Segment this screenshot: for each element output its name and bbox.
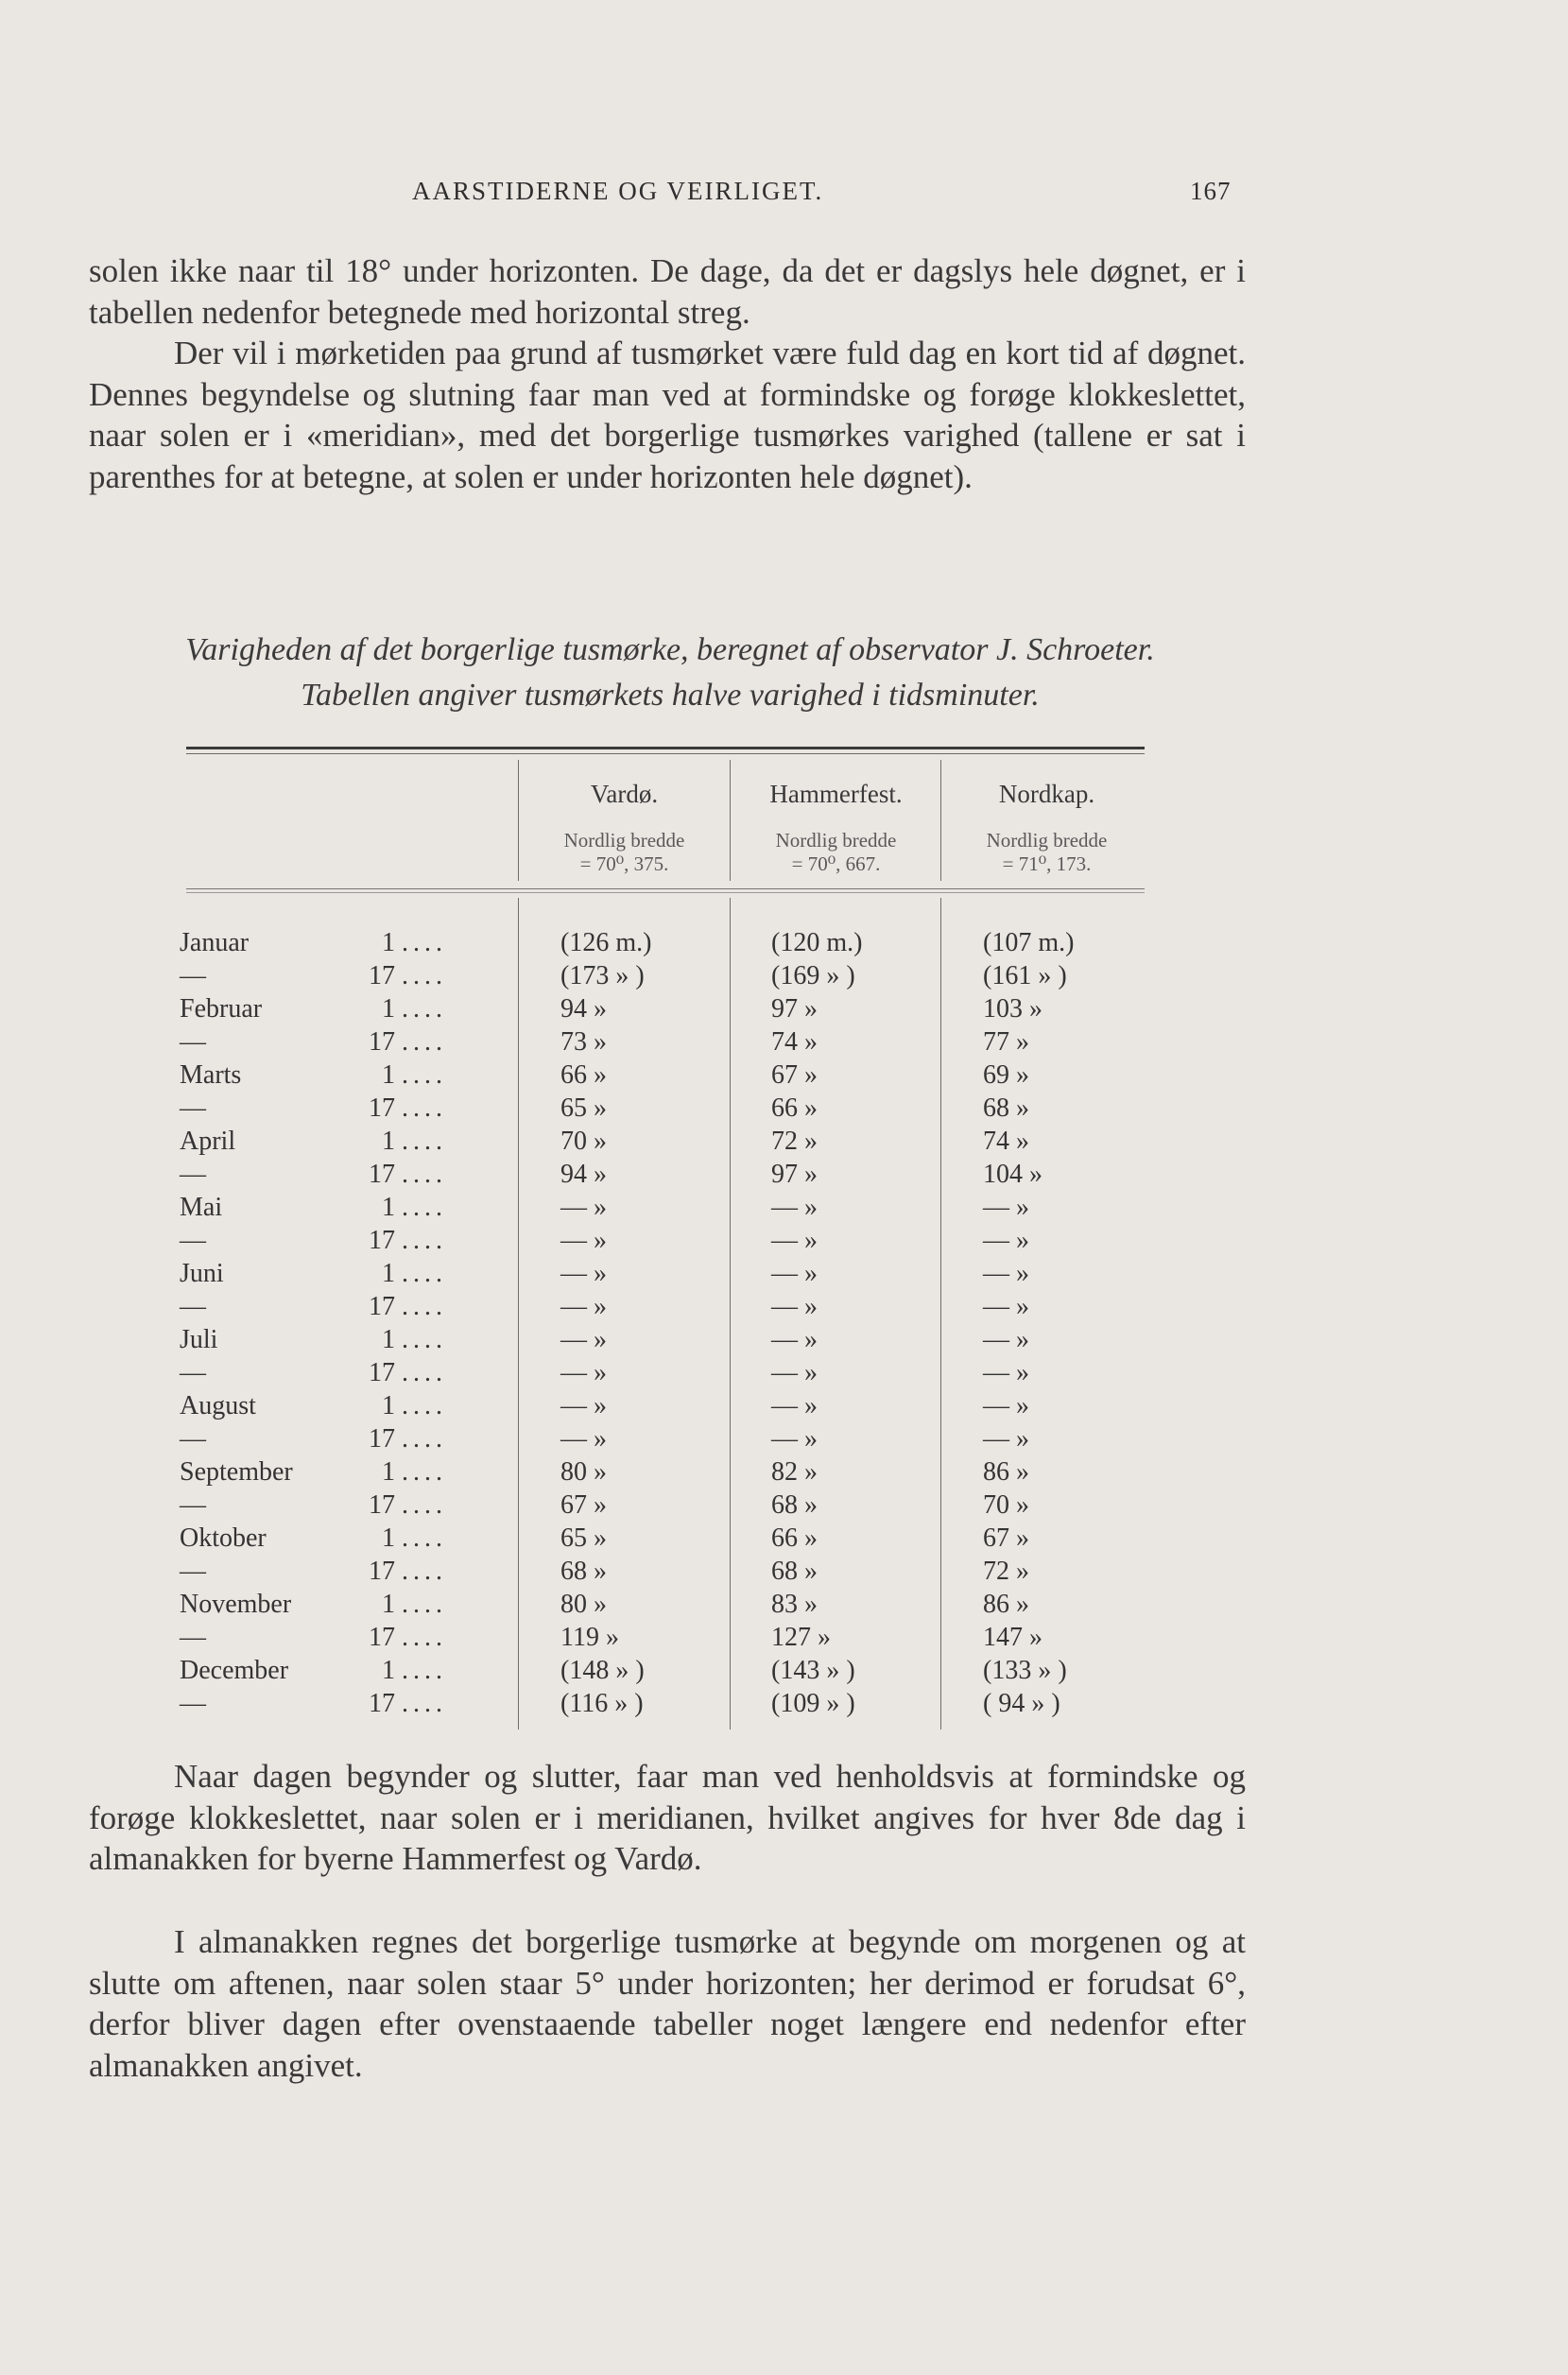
table-row — [0, 1226, 1568, 1259]
month-label: August — [180, 1391, 256, 1420]
cell-nordkap: 74 » — [983, 1127, 1029, 1156]
leader-dots: .... — [402, 1623, 447, 1652]
paragraph: Der vil i mørketiden paa grund af tusmørket være fuld dag en kort tid af døgnet. Dennes begyndelse og slutning faar man ved at formindske og forøge klokkeslettet, naar solen er i «meridian», med det borgerlige tusmørkes varighed (tallene er sat i parenthes for at betegne, at solen er under horizonten hele døgnet). — [89, 335, 1246, 495]
leader-dots: .... — [402, 1226, 447, 1255]
day-label: 1 — [382, 1391, 395, 1420]
day-label: 17 — [369, 1093, 395, 1123]
day-label: 1 — [382, 1523, 395, 1553]
cell-nordkap: (107 m.) — [983, 928, 1075, 957]
leader-dots: .... — [402, 1027, 447, 1057]
table-row — [0, 1325, 1568, 1358]
day-label: 17 — [369, 1557, 395, 1586]
column-header-vardo — [518, 780, 731, 876]
column-latitude-value: = 71⁰, 173. — [1002, 852, 1092, 875]
day-label: 1 — [382, 994, 395, 1024]
day-label: 1 — [382, 1060, 395, 1090]
cell-nordkap: — » — [983, 1292, 1029, 1321]
month-label: Juli — [180, 1325, 218, 1354]
cell-vardo: 80 » — [560, 1457, 607, 1487]
leader-dots: .... — [402, 1325, 447, 1354]
cell-hammerfest: — » — [771, 1226, 818, 1255]
cell-nordkap: — » — [983, 1391, 1029, 1420]
table-row — [0, 1060, 1568, 1093]
cell-hammerfest: 97 » — [771, 994, 818, 1024]
cell-nordkap: (133 » ) — [983, 1656, 1067, 1685]
day-label: 1 — [382, 1193, 395, 1222]
cell-nordkap: 72 » — [983, 1557, 1029, 1586]
leader-dots: .... — [402, 1391, 447, 1420]
cell-hammerfest: 68 » — [771, 1557, 818, 1586]
cell-hammerfest: (109 » ) — [771, 1689, 855, 1718]
leader-dots: .... — [402, 1424, 447, 1454]
cell-vardo: (173 » ) — [560, 961, 645, 990]
leader-dots: .... — [402, 1358, 447, 1387]
day-label: 17 — [369, 1689, 395, 1718]
table-row — [0, 1689, 1568, 1722]
month-label: — — [180, 1490, 206, 1520]
table-row — [0, 1590, 1568, 1623]
paragraph: solen ikke naar til 18° under horizonten. De dage, da det er dagslys hele døgnet, er i tabellen nedenfor betegnede med horizontal streg. — [89, 252, 1246, 331]
cell-hammerfest: 127 » — [771, 1623, 831, 1652]
month-label: — — [180, 1160, 206, 1189]
month-label: — — [180, 1292, 206, 1321]
column-header-nordkap — [940, 780, 1153, 876]
day-label: 1 — [382, 1656, 395, 1685]
table-top-rule — [186, 747, 1145, 749]
column-latitude-label: Nordlig bredde — [986, 829, 1108, 852]
month-label: Marts — [180, 1060, 242, 1090]
paragraph: I almanakken regnes det borgerlige tusmørke at begynde om morgenen og at slutte om aftenen, naar solen staar 5° under horizonten; her derimod er forudsat 6°, derfor bliver dagen efter ovenstaaende tabeller noget længere end nedenfor efter almanakken angivet. — [89, 1923, 1246, 2084]
table-row — [0, 994, 1568, 1027]
table-header-rule — [186, 888, 1145, 889]
leader-dots: .... — [402, 1127, 447, 1156]
cell-hammerfest: — » — [771, 1325, 818, 1354]
day-label: 1 — [382, 1457, 395, 1487]
leader-dots: .... — [402, 1557, 447, 1586]
cell-vardo: 119 » — [560, 1623, 619, 1652]
day-label: 17 — [369, 1027, 395, 1057]
leader-dots: .... — [402, 961, 447, 990]
cell-vardo: (116 » ) — [560, 1689, 644, 1718]
month-label: — — [180, 1027, 206, 1057]
month-label: April — [180, 1127, 236, 1156]
cell-vardo: (148 » ) — [560, 1656, 645, 1685]
cell-nordkap: — » — [983, 1259, 1029, 1288]
cell-nordkap: 103 » — [983, 994, 1042, 1024]
day-label: 17 — [369, 1490, 395, 1520]
leader-dots: .... — [402, 1590, 447, 1619]
cell-hammerfest: (143 » ) — [771, 1656, 855, 1685]
leader-dots: .... — [402, 1060, 447, 1090]
leader-dots: .... — [402, 1259, 447, 1288]
cell-vardo: 68 » — [560, 1557, 607, 1586]
cell-hammerfest: — » — [771, 1193, 818, 1222]
table-row — [0, 961, 1568, 994]
cell-vardo: 80 » — [560, 1590, 607, 1619]
cell-hammerfest: — » — [771, 1358, 818, 1387]
leader-dots: .... — [402, 994, 447, 1024]
leader-dots: .... — [402, 1292, 447, 1321]
leader-dots: .... — [402, 1523, 447, 1553]
cell-nordkap: 70 » — [983, 1490, 1029, 1520]
column-name: Hammerfest. — [769, 780, 903, 808]
month-label: Oktober — [180, 1523, 267, 1553]
cell-nordkap: — » — [983, 1226, 1029, 1255]
cell-vardo: — » — [560, 1226, 607, 1255]
table-row — [0, 1391, 1568, 1424]
cell-hammerfest: 83 » — [771, 1590, 818, 1619]
leader-dots: .... — [402, 1689, 447, 1718]
day-label: 17 — [369, 1623, 395, 1652]
day-label: 17 — [369, 1424, 395, 1454]
cell-vardo: 67 » — [560, 1490, 607, 1520]
day-label: 1 — [382, 1325, 395, 1354]
cell-vardo: — » — [560, 1193, 607, 1222]
day-label: 17 — [369, 961, 395, 990]
month-label: Januar — [180, 928, 250, 957]
leader-dots: .... — [402, 1457, 447, 1487]
leader-dots: .... — [402, 1193, 447, 1222]
cell-vardo: (126 m.) — [560, 928, 652, 957]
month-label: — — [180, 1358, 206, 1387]
table-row — [0, 928, 1568, 961]
cell-nordkap: ( 94 » ) — [983, 1689, 1060, 1718]
cell-nordkap: — » — [983, 1193, 1029, 1222]
cell-vardo: — » — [560, 1358, 607, 1387]
cell-hammerfest: (169 » ) — [771, 961, 855, 990]
column-latitude-value: = 70⁰, 375. — [579, 852, 669, 875]
column-header-hammerfest — [730, 780, 942, 876]
running-header — [0, 177, 1568, 215]
paragraph: Naar dagen begynder og slutter, faar man ved henholdsvis at formindske og forøge klokkeslettet, naar solen er i meridianen, hvilket angives for hver 8de dag i almanakken for byerne Hammerfest og Vardø. — [89, 1758, 1246, 1877]
cell-hammerfest: 97 » — [771, 1160, 818, 1189]
cell-vardo: 65 » — [560, 1093, 607, 1123]
cell-hammerfest: 82 » — [771, 1457, 818, 1487]
column-latitude-label: Nordlig bredde — [563, 829, 685, 852]
month-label: Juni — [180, 1259, 224, 1288]
cell-nordkap: — » — [983, 1358, 1029, 1387]
cell-hammerfest: — » — [771, 1292, 818, 1321]
table-row — [0, 1424, 1568, 1457]
cell-vardo: 65 » — [560, 1523, 607, 1553]
cell-hammerfest: 67 » — [771, 1060, 818, 1090]
cell-hammerfest: — » — [771, 1391, 818, 1420]
table-row — [0, 1490, 1568, 1523]
month-label: — — [180, 961, 206, 990]
table-row — [0, 1557, 1568, 1590]
day-label: 17 — [369, 1160, 395, 1189]
table-row — [0, 1093, 1568, 1127]
cell-nordkap: — » — [983, 1424, 1029, 1454]
table-row — [0, 1127, 1568, 1160]
month-label: September — [180, 1457, 293, 1487]
cell-nordkap: 86 » — [983, 1590, 1029, 1619]
leader-dots: .... — [402, 928, 447, 957]
table-top-rule-thin — [186, 753, 1145, 754]
table-row — [0, 1358, 1568, 1391]
cell-vardo: 66 » — [560, 1060, 607, 1090]
day-label: 17 — [369, 1226, 395, 1255]
cell-hammerfest: 68 » — [771, 1490, 818, 1520]
column-latitude-value: = 70⁰, 667. — [791, 852, 881, 875]
month-label: December — [180, 1656, 289, 1685]
table-header-rule-thin — [186, 892, 1145, 893]
month-label: — — [180, 1689, 206, 1718]
cell-nordkap: 147 » — [983, 1623, 1042, 1652]
month-label: Februar — [180, 994, 263, 1024]
cell-nordkap: 86 » — [983, 1457, 1029, 1487]
cell-vardo: — » — [560, 1259, 607, 1288]
day-label: 1 — [382, 928, 395, 957]
table-row — [0, 1160, 1568, 1193]
cell-hammerfest: — » — [771, 1259, 818, 1288]
cell-hammerfest: — » — [771, 1424, 818, 1454]
cell-nordkap: 69 » — [983, 1060, 1029, 1090]
cell-nordkap: (161 » ) — [983, 961, 1067, 990]
table-row — [0, 1656, 1568, 1689]
cell-vardo: 70 » — [560, 1127, 607, 1156]
table-row — [0, 1457, 1568, 1490]
page-number: 167 — [1190, 177, 1232, 205]
cell-nordkap: — » — [983, 1325, 1029, 1354]
leader-dots: .... — [402, 1093, 447, 1123]
running-title: AARSTIDERNE OG VEIRLIGET. — [412, 177, 824, 205]
column-latitude-label: Nordlig bredde — [775, 829, 897, 852]
table-caption-line-1: Varigheden af det borgerlige tusmørke, beregnet af observator J. Schroeter. — [185, 632, 1155, 667]
table-row — [0, 1623, 1568, 1656]
cell-hammerfest: 66 » — [771, 1093, 818, 1123]
cell-vardo: 73 » — [560, 1027, 607, 1057]
month-label: November — [180, 1590, 292, 1619]
column-name: Nordkap. — [998, 780, 1095, 808]
cell-nordkap: 77 » — [983, 1027, 1029, 1057]
table-row — [0, 1292, 1568, 1325]
cell-nordkap: 68 » — [983, 1093, 1029, 1123]
cell-vardo: — » — [560, 1325, 607, 1354]
cell-vardo: — » — [560, 1292, 607, 1321]
month-label: — — [180, 1424, 206, 1454]
month-label: — — [180, 1093, 206, 1123]
table-row — [0, 1259, 1568, 1292]
cell-nordkap: 104 » — [983, 1160, 1042, 1189]
cell-hammerfest: 72 » — [771, 1127, 818, 1156]
cell-vardo: — » — [560, 1424, 607, 1454]
day-label: 17 — [369, 1358, 395, 1387]
day-label: 1 — [382, 1590, 395, 1619]
month-label: — — [180, 1226, 206, 1255]
table-caption-line-2: Tabellen angiver tusmørkets halve varighed i tidsminuter. — [301, 678, 1040, 713]
leader-dots: .... — [402, 1160, 447, 1189]
table-row — [0, 1523, 1568, 1557]
cell-hammerfest: 74 » — [771, 1027, 818, 1057]
cell-vardo: 94 » — [560, 1160, 607, 1189]
leader-dots: .... — [402, 1490, 447, 1520]
cell-hammerfest: (120 m.) — [771, 928, 863, 957]
cell-vardo: 94 » — [560, 994, 607, 1024]
month-label: — — [180, 1623, 206, 1652]
month-label: Mai — [180, 1193, 223, 1222]
cell-hammerfest: 66 » — [771, 1523, 818, 1553]
table-row — [0, 1027, 1568, 1060]
month-label: — — [180, 1557, 206, 1586]
day-label: 1 — [382, 1127, 395, 1156]
day-label: 1 — [382, 1259, 395, 1288]
column-name: Vardø. — [590, 780, 659, 808]
cell-vardo: — » — [560, 1391, 607, 1420]
leader-dots: .... — [402, 1656, 447, 1685]
cell-nordkap: 67 » — [983, 1523, 1029, 1553]
table-row — [0, 1193, 1568, 1226]
day-label: 17 — [369, 1292, 395, 1321]
